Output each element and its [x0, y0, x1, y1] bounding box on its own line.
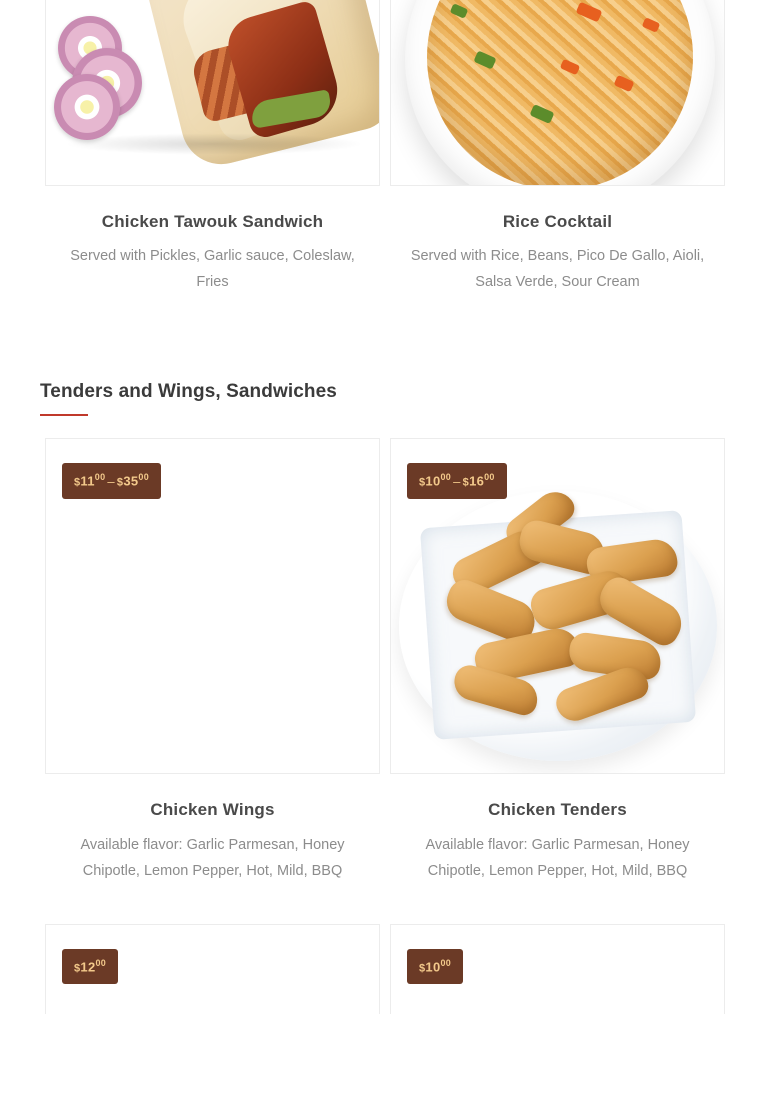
price-currency: $: [74, 476, 81, 489]
price-from-cents: 00: [95, 957, 107, 968]
row-spacer: [40, 884, 730, 924]
product-caption: [390, 774, 725, 883]
price-separator: –: [453, 473, 461, 489]
shawarma-illustration: [46, 0, 379, 185]
product-card-chicken-tenders[interactable]: [385, 438, 730, 883]
product-description: Available flavor: Garlic Parmesan, Honey Chipotle, Lemon Pepper, Hot, Mild, BBQ: [425, 836, 690, 879]
price-to-cents: 00: [484, 472, 495, 483]
product-image-rice-cocktail[interactable]: [390, 0, 725, 186]
product-title[interactable]: Chicken Tenders: [488, 800, 627, 820]
price-from-amount: 11: [80, 473, 95, 489]
product-caption: [390, 186, 725, 295]
product-title[interactable]: Chicken Wings: [150, 800, 275, 820]
product-image-5[interactable]: [45, 924, 380, 1014]
rice-bowl-illustration: [391, 0, 724, 185]
product-image-chicken-tenders[interactable]: [390, 438, 725, 774]
price-currency-2: $: [462, 476, 470, 489]
product-card-6[interactable]: [385, 924, 730, 1014]
price-currency: $: [74, 962, 81, 975]
product-caption: [45, 774, 380, 883]
price-from-cents: 00: [94, 472, 106, 483]
product-image-chicken-tawouk-sandwich[interactable]: [45, 0, 380, 186]
product-card-5[interactable]: [40, 924, 385, 1014]
product-description: Available flavor: Garlic Parmesan, Honey Chipotle, Lemon Pepper, Hot, Mild, BBQ: [80, 836, 345, 879]
section-underline: [40, 414, 88, 416]
product-grid-row-2: [40, 438, 730, 883]
product-caption: [45, 186, 380, 295]
product-card-chicken-wings[interactable]: [40, 438, 385, 883]
product-grid-row-1: [40, 0, 730, 295]
price-currency: $: [419, 962, 426, 975]
price-from-amount: 10: [425, 473, 441, 489]
price-badge: [407, 463, 507, 498]
price-currency: $: [419, 476, 426, 489]
price-from-cents: 00: [440, 957, 452, 968]
product-image-6[interactable]: [390, 924, 725, 1014]
product-image-chicken-wings[interactable]: [45, 438, 380, 774]
product-description: Served with Pickles, Garlic sauce, Coleslaw, Fries: [70, 248, 355, 291]
price-badge: [407, 949, 463, 984]
price-to-amount: 16: [469, 473, 485, 489]
price-to-cents: 00: [138, 472, 150, 483]
product-title[interactable]: Chicken Tawouk Sandwich: [101, 212, 324, 231]
price-badge: [62, 463, 161, 498]
price-currency-2: $: [116, 476, 124, 489]
product-title[interactable]: Rice Cocktail: [502, 212, 613, 231]
section-title: Tenders and Wings, Sandwiches: [40, 381, 337, 403]
product-card-rice-cocktail[interactable]: [385, 0, 730, 295]
price-separator: –: [107, 473, 115, 489]
price-from-amount: 10: [425, 959, 441, 975]
product-description: Served with Rice, Beans, Pico De Gallo, Aioli, Salsa Verde, Sour Cream: [410, 248, 705, 291]
price-from-cents: 00: [440, 472, 452, 483]
price-from-amount: 12: [80, 959, 96, 975]
price-badge: [62, 949, 118, 984]
product-card-chicken-tawouk-sandwich[interactable]: [40, 0, 385, 295]
section-heading-tenders-and-wings-sandwiches: [40, 381, 730, 416]
product-grid-row-3: [40, 924, 730, 1014]
price-to-amount: 35: [123, 473, 139, 489]
